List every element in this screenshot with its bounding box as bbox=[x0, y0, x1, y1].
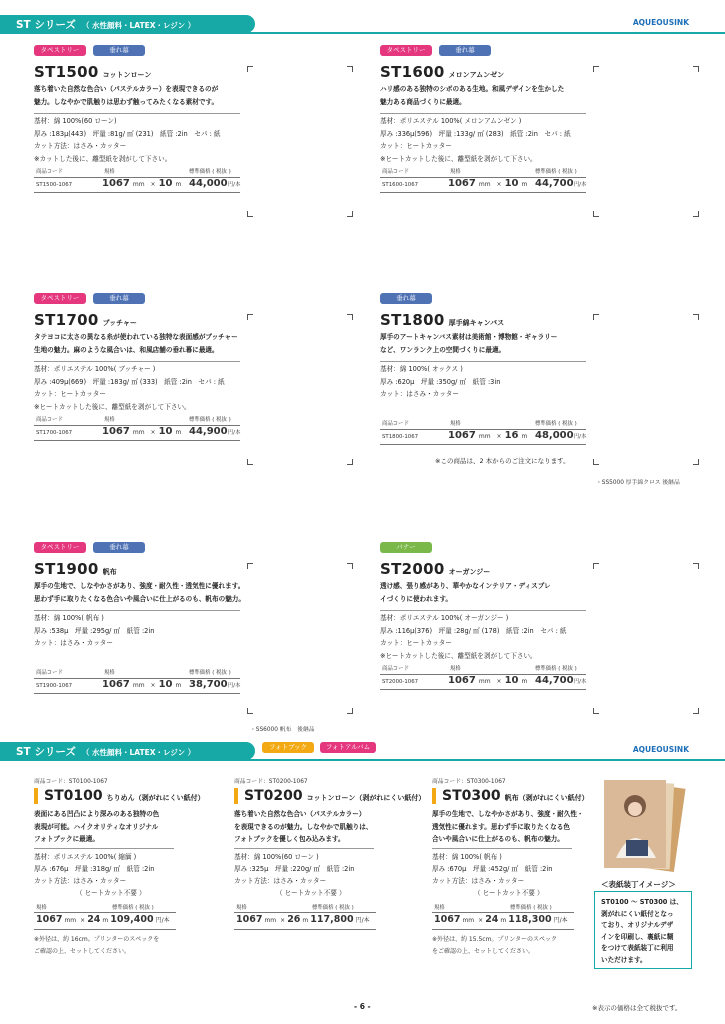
crop-mark bbox=[693, 211, 699, 217]
product-tag: タペストリー bbox=[380, 45, 432, 56]
product-code-name: ST1700 bbox=[34, 311, 99, 329]
table-line bbox=[34, 192, 240, 193]
spec-note bbox=[34, 934, 159, 958]
spec-line: 基材：ポリエステル 100%( メロンアムンゼン ) bbox=[380, 117, 522, 125]
product-code-name: ST0200 bbox=[244, 788, 303, 804]
product-code-name: ST0300 bbox=[442, 788, 501, 804]
product-code: ST1900-1067 bbox=[36, 683, 73, 689]
product-code-name: ST2000 bbox=[380, 560, 445, 578]
crop-mark bbox=[347, 459, 353, 465]
divider bbox=[34, 610, 240, 611]
unit-mm: mm bbox=[132, 181, 145, 188]
divider bbox=[380, 610, 586, 611]
product-ja-name: 厚手綿キャンバス bbox=[448, 319, 505, 327]
crop-mark bbox=[247, 563, 253, 569]
col-price: 標準価格 ( 税抜 ) bbox=[112, 905, 154, 911]
crop-mark bbox=[347, 211, 353, 217]
spec-line: 厚み :620μ 坪量 :350g/ ㎡ 紙管 :3in bbox=[380, 377, 501, 386]
product-code-name: ST1500 bbox=[34, 63, 99, 81]
product-tag: バナー bbox=[380, 542, 432, 553]
size-value bbox=[102, 679, 184, 690]
times: × bbox=[150, 429, 156, 436]
divider bbox=[34, 848, 174, 849]
product-code: ST1800-1067 bbox=[382, 434, 419, 440]
table-line bbox=[34, 912, 176, 913]
product-desc bbox=[34, 331, 249, 357]
product-code: ST1500-1067 bbox=[36, 182, 73, 188]
col-code: 商品コード bbox=[382, 421, 409, 427]
unit-mm: mm bbox=[264, 917, 277, 924]
unit-yen: 円/本 bbox=[227, 683, 241, 689]
unit-m: m bbox=[175, 682, 182, 689]
crop-mark bbox=[247, 211, 253, 217]
unit-mm: mm bbox=[478, 181, 491, 188]
spec-line: ※ヒートカットした後に、離型紙を剥がして下さい。 bbox=[380, 651, 537, 660]
times: × bbox=[478, 917, 484, 924]
price-table bbox=[380, 419, 586, 447]
unit-m: m bbox=[521, 181, 528, 188]
spec-line: 厚み :336μ(596) 坪量 :133g/ ㎡ (283) 紙管 :2in セパ : 紙 bbox=[380, 129, 571, 138]
width: 1067 bbox=[434, 914, 461, 925]
spec-note bbox=[432, 934, 557, 958]
spec-line: 基材：綿 100%( オックス ) bbox=[380, 365, 463, 373]
divider bbox=[432, 848, 572, 849]
spec-line: カット：ヒートカッター bbox=[380, 142, 452, 150]
desc-line: 厚手の生地で、しなやかさがあり、強度・耐久性・透気性に優れます。 bbox=[34, 582, 245, 590]
unit-yen: 円/本 bbox=[553, 917, 568, 924]
desc-line: 透け感、張り感があり、華やかなインテリア・ディスプレ bbox=[380, 582, 551, 590]
width: 1067 bbox=[102, 679, 130, 690]
spec-line: カット：はさみ・カッター bbox=[34, 639, 113, 647]
price-table bbox=[380, 664, 586, 692]
product-spec bbox=[34, 363, 225, 413]
desc-line: 合いや風合いに仕上がるのも、帆布の魅力。 bbox=[432, 835, 564, 843]
desc-line: イづくりに使われます。 bbox=[380, 595, 453, 603]
divider bbox=[380, 361, 586, 362]
product-ja-name: 帆布（剥がれにくい紙付） bbox=[504, 794, 589, 802]
desc-line: 落ち着いた自然な色合い（パステルカラー） bbox=[234, 810, 366, 818]
crop-mark bbox=[247, 314, 253, 320]
price: 44,700 bbox=[535, 178, 574, 189]
product-tag: タペストリー bbox=[34, 293, 86, 304]
ss6000-note: ・SS6000 帆布 後継品 bbox=[250, 727, 315, 733]
length: 16 bbox=[504, 430, 519, 441]
tag-photoalbum: フォトアルバム bbox=[320, 742, 376, 753]
unit-mm: mm bbox=[478, 433, 491, 440]
length: 10 bbox=[504, 178, 519, 189]
product-ja-name: メロンアムンゼン bbox=[448, 71, 505, 79]
col-size: 規格 bbox=[434, 905, 445, 911]
spec-line: カット方法：はさみ・カッター bbox=[432, 877, 525, 885]
crop-mark bbox=[593, 708, 599, 714]
product-code-name: ST1600 bbox=[380, 63, 445, 81]
desc-line: など、ワンランク上の空間づくりに最適。 bbox=[380, 346, 506, 354]
side-note-box: ST0100 ～ ST0300 は、 剥がれにくい紙付となっ ており、オリジナルデザ インを印刷し、裏紙に糊 をつけて表紙装丁に利用 いただけます。 bbox=[594, 891, 692, 969]
unit-yen: 円/本 bbox=[573, 182, 587, 188]
product-tag: 垂れ幕 bbox=[93, 45, 145, 56]
price: 117,800 bbox=[310, 914, 354, 925]
divider bbox=[234, 848, 374, 849]
unit-yen: 円/本 bbox=[227, 430, 241, 436]
unit-mm: mm bbox=[132, 429, 145, 436]
spec-line: 基材：綿 100%(60 ローン ) bbox=[234, 853, 319, 861]
crop-mark bbox=[347, 563, 353, 569]
series-title: ST シリーズ （ 水性顔料・LATEX・レジン ） bbox=[0, 15, 255, 33]
unit-yen: 円/本 bbox=[573, 434, 587, 440]
price-table bbox=[234, 903, 376, 931]
desc-line: フォトブックに最適。 bbox=[34, 835, 99, 843]
col-size: 規格 bbox=[104, 417, 115, 423]
side-title: ＜表紙装丁イメージ＞ bbox=[601, 880, 676, 889]
note-line: ※外径は、約 16cm。プリンターのスペックを bbox=[34, 936, 160, 943]
col-code: 商品コード bbox=[36, 417, 63, 423]
spec-line: ※カットした後に、離型紙を剥がして下さい。 bbox=[34, 154, 172, 163]
product-code-label: 商品コード：ST0100-1067 bbox=[34, 779, 108, 785]
product-desc bbox=[34, 83, 249, 109]
price-table bbox=[34, 668, 240, 696]
desc-line: を表現できるのが魅力。しなやかで肌触りは、 bbox=[234, 822, 373, 831]
length: 26 bbox=[287, 914, 301, 925]
spec-line: 基材：綿 100%( 帆布 ) bbox=[432, 853, 502, 861]
product-ja-name: 帆布 bbox=[102, 568, 117, 576]
product-spec bbox=[380, 115, 571, 165]
desc-line: 落ち着いた自然な色合い（パステルカラー）を表現できるのが bbox=[34, 85, 219, 93]
table-line bbox=[234, 912, 376, 913]
product-tag: タペストリー bbox=[34, 542, 86, 553]
series-header bbox=[0, 15, 725, 35]
unit-yen: 円/本 bbox=[573, 679, 587, 685]
desc-line: 思わず手に取りたくなる色合いや風合いに仕上がるのも、帆布の魅力。 bbox=[34, 595, 245, 603]
product-name bbox=[34, 63, 151, 81]
product-tag: 垂れ幕 bbox=[439, 45, 491, 56]
col-code: 商品コード bbox=[36, 169, 63, 175]
spec-line: 基材：ポリエステル 100%( 縮緬 ) bbox=[34, 853, 137, 861]
spec-line: 厚み :670μ 坪量 :452g/ ㎡ 紙管 :2in bbox=[432, 865, 553, 873]
price-table bbox=[34, 903, 176, 931]
col-price: 標準価格 ( 税抜 ) bbox=[535, 169, 577, 175]
product-desc bbox=[432, 808, 612, 846]
product-desc bbox=[34, 808, 214, 846]
spec-line: カット方法：はさみ・カッター bbox=[34, 142, 127, 150]
unit-m: m bbox=[521, 433, 528, 440]
spec-line: 基材：ポリエステル 100%( オーガンジー ) bbox=[380, 614, 509, 622]
size-price-value bbox=[36, 914, 172, 925]
col-size: 規格 bbox=[104, 169, 115, 175]
product-spec bbox=[234, 851, 354, 899]
length: 24 bbox=[87, 914, 101, 925]
crop-mark bbox=[247, 66, 253, 72]
product-tag: 垂れ幕 bbox=[93, 542, 145, 553]
price: 44,000 bbox=[189, 178, 228, 189]
ss5000-note: ・SS5000 厚手綿クロス 後継品 bbox=[596, 480, 680, 486]
crop-mark bbox=[347, 66, 353, 72]
times: × bbox=[496, 181, 502, 188]
price-table bbox=[34, 415, 240, 443]
col-size: 規格 bbox=[36, 905, 47, 911]
width: 1067 bbox=[36, 914, 63, 925]
spec-line: ※ヒートカットした後に、離型紙を剥がして下さい。 bbox=[34, 402, 191, 411]
product-code: ST2000-1067 bbox=[382, 679, 419, 685]
spec-line: （ ヒートカット不要 ） bbox=[474, 889, 544, 897]
length: 10 bbox=[158, 426, 173, 437]
table-line bbox=[34, 929, 176, 930]
product-code-name: ST0100 bbox=[44, 788, 103, 804]
width: 1067 bbox=[102, 178, 130, 189]
product-desc bbox=[380, 580, 595, 606]
product-code-name: ST1800 bbox=[380, 311, 445, 329]
crop-mark bbox=[693, 708, 699, 714]
desc-line: ハリ感のある独特のシボのある生地。和風デザインを生かした bbox=[380, 85, 565, 93]
unit-m: m bbox=[302, 917, 309, 924]
table-line bbox=[432, 912, 574, 913]
spec-line: （ ヒートカット不要 ） bbox=[276, 889, 346, 897]
desc-line: 生地の魅力。麻のような風合いは、和風店舗の垂れ幕に最適。 bbox=[34, 346, 219, 354]
order-note: ※この商品は、2 本からのご注文になります。 bbox=[435, 457, 570, 465]
col-price: 標準価格 ( 税抜 ) bbox=[535, 421, 577, 427]
unit-m: m bbox=[175, 181, 182, 188]
col-code: 商品コード bbox=[382, 666, 409, 672]
crop-mark bbox=[693, 314, 699, 320]
price-value bbox=[535, 430, 586, 441]
length: 10 bbox=[158, 178, 173, 189]
product-ja-name: コットンローン（剥がれにくい紙付） bbox=[306, 794, 426, 802]
crop-mark bbox=[247, 459, 253, 465]
tax-note: ※表示の価格は全て税抜です。 bbox=[592, 1004, 682, 1012]
size-value bbox=[102, 178, 184, 189]
spec-line: カット：ヒートカッター bbox=[380, 639, 452, 647]
price-value bbox=[189, 679, 240, 690]
width: 1067 bbox=[102, 426, 130, 437]
price-table bbox=[432, 903, 574, 931]
table-line bbox=[34, 693, 240, 694]
price: 109,400 bbox=[110, 914, 154, 925]
product-spec bbox=[380, 363, 500, 401]
spec-line: カット：はさみ・カッター bbox=[380, 390, 459, 398]
col-price: 標準価格 ( 税抜 ) bbox=[189, 670, 231, 676]
price: 44,700 bbox=[535, 675, 574, 686]
brand-label: AQUEOUSINK bbox=[632, 18, 689, 27]
spec-line: カット：ヒートカッター bbox=[34, 390, 106, 398]
page-number: - 6 - bbox=[354, 1002, 371, 1011]
unit-mm: mm bbox=[462, 917, 475, 924]
times: × bbox=[280, 917, 286, 924]
product-name bbox=[34, 311, 137, 329]
crop-mark bbox=[593, 563, 599, 569]
spec-line: 基材：綿 100%(60 ローン) bbox=[34, 117, 117, 125]
spec-line: ※ヒートカットした後に、離型紙を剥がして下さい。 bbox=[380, 154, 537, 163]
crop-mark bbox=[593, 459, 599, 465]
col-price: 標準価格 ( 税抜 ) bbox=[510, 905, 552, 911]
unit-m: m bbox=[102, 917, 109, 924]
price-value bbox=[189, 178, 240, 189]
size-value bbox=[448, 430, 530, 441]
width: 1067 bbox=[448, 675, 476, 686]
price-value bbox=[535, 178, 586, 189]
times: × bbox=[150, 682, 156, 689]
price: 44,900 bbox=[189, 426, 228, 437]
desc-line: 厚手のアートキャンバス素材は美術館・博物館・ギャラリー bbox=[380, 333, 558, 341]
table-line bbox=[380, 192, 586, 193]
product-name bbox=[380, 311, 504, 329]
unit-yen: 円/本 bbox=[355, 917, 370, 924]
product-code: ST1600-1067 bbox=[382, 182, 419, 188]
crop-mark bbox=[593, 314, 599, 320]
unit-m: m bbox=[500, 917, 507, 924]
crop-mark bbox=[347, 708, 353, 714]
price: 118,300 bbox=[508, 914, 552, 925]
product-tag: タペストリー bbox=[34, 45, 86, 56]
times: × bbox=[496, 433, 502, 440]
col-code: 商品コード bbox=[36, 670, 63, 676]
spec-line: カット方法：はさみ・カッター bbox=[34, 877, 127, 885]
tag-photobook: フォトブック bbox=[262, 742, 314, 753]
crop-mark bbox=[347, 314, 353, 320]
table-line bbox=[380, 444, 586, 445]
product-code: ST1700-1067 bbox=[36, 430, 73, 436]
desc-line: 魅力ある商品づくりに最適。 bbox=[380, 98, 466, 106]
product-name bbox=[234, 788, 425, 804]
col-price: 標準価格 ( 税抜 ) bbox=[535, 666, 577, 672]
col-size: 規格 bbox=[450, 666, 461, 672]
size-value bbox=[102, 426, 184, 437]
product-code-label: 商品コード：ST0300-1067 bbox=[432, 779, 506, 785]
price-table bbox=[34, 167, 240, 195]
length: 10 bbox=[504, 675, 519, 686]
product-desc bbox=[380, 331, 595, 357]
spec-line: 厚み :325μ 坪量 :220g/ ㎡ 紙管 :2in bbox=[234, 865, 355, 873]
product-desc bbox=[234, 808, 414, 846]
product-spec bbox=[432, 851, 552, 899]
price: 38,700 bbox=[189, 679, 228, 690]
width: 1067 bbox=[448, 430, 476, 441]
product-spec bbox=[34, 851, 154, 899]
unit-mm: mm bbox=[478, 678, 491, 685]
product-tag: 垂れ幕 bbox=[93, 293, 145, 304]
col-size: 規格 bbox=[450, 169, 461, 175]
divider bbox=[380, 113, 586, 114]
product-ja-name: オーガンジー bbox=[448, 568, 491, 576]
width: 1067 bbox=[236, 914, 263, 925]
unit-m: m bbox=[521, 678, 528, 685]
note-line: ※外径は、約 15.5cm。プリンターのスペック bbox=[432, 936, 557, 943]
size-value bbox=[448, 178, 530, 189]
size-price-value bbox=[434, 914, 570, 925]
crop-mark bbox=[693, 563, 699, 569]
spec-line: 厚み :676μ 坪量 :318g/ ㎡ 紙管 :2in bbox=[34, 865, 155, 873]
col-code: 商品コード bbox=[382, 169, 409, 175]
series-title-2: ST シリーズ （ 水性顔料・LATEX・レジン ） bbox=[0, 742, 255, 760]
desc-line: フォトブックを優しく包み込みます。 bbox=[234, 835, 345, 843]
product-name bbox=[380, 560, 490, 578]
table-line bbox=[432, 929, 574, 930]
product-code-name: ST1900 bbox=[34, 560, 99, 578]
times: × bbox=[150, 181, 156, 188]
unit-yen: 円/本 bbox=[227, 182, 241, 188]
price: 48,000 bbox=[535, 430, 574, 441]
spec-line: 厚み :116μ(376) 坪量 :28g/ ㎡ (178) 紙管 :2in セパ : 紙 bbox=[380, 626, 567, 635]
size-price-value bbox=[236, 914, 372, 925]
unit-mm: mm bbox=[132, 682, 145, 689]
unit-mm: mm bbox=[64, 917, 77, 924]
col-size: 規格 bbox=[104, 670, 115, 676]
desc-line: 厚手の生地で、しなやかさがあり、強度・耐久性・ bbox=[432, 810, 584, 818]
crop-mark bbox=[693, 459, 699, 465]
note-line: をご確認の上、セットしてください。 bbox=[432, 948, 535, 955]
table-line bbox=[234, 929, 376, 930]
desc-line: 透気性に優れます。思わず手に取りたくなる色 bbox=[432, 822, 570, 831]
length: 24 bbox=[485, 914, 499, 925]
product-name bbox=[34, 560, 117, 578]
col-price: 標準価格 ( 税抜 ) bbox=[189, 417, 231, 423]
times: × bbox=[496, 678, 502, 685]
divider bbox=[34, 113, 240, 114]
product-spec bbox=[380, 612, 567, 662]
product-ja-name: ちりめん（剥がれにくい紙付） bbox=[106, 794, 205, 802]
times: × bbox=[80, 917, 86, 924]
desc-line: 表現が可能。ハイクオリティなオリジナル bbox=[34, 822, 159, 831]
product-name bbox=[380, 63, 504, 81]
note-line: ご確認の上、セットしてください。 bbox=[34, 948, 131, 955]
desc-line: 魅力。しなやかで肌触りは思わず触ってみたくなる素材です。 bbox=[34, 98, 219, 106]
table-line bbox=[380, 689, 586, 690]
product-tag: 垂れ幕 bbox=[380, 293, 432, 304]
divider bbox=[34, 361, 240, 362]
unit-m: m bbox=[175, 429, 182, 436]
price-table bbox=[380, 167, 586, 195]
desc-line: 表面にある凹凸により深みのある独特の色 bbox=[34, 810, 160, 818]
desc-line: タテヨコに太さの異なる糸が使われている独特な表面感がブッチャー bbox=[34, 333, 238, 341]
spec-line: 基材：ポリエステル 100%( ブッチャー ) bbox=[34, 365, 156, 373]
unit-yen: 円/本 bbox=[155, 917, 170, 924]
cover-image bbox=[598, 778, 688, 874]
product-desc bbox=[34, 580, 249, 606]
crop-mark bbox=[247, 708, 253, 714]
spec-line: 厚み :538μ 坪量 :295g/ ㎡ 紙管 :2in bbox=[34, 626, 155, 635]
crop-mark bbox=[593, 211, 599, 217]
spec-line: カット方法：はさみ・カッター bbox=[234, 877, 327, 885]
product-desc bbox=[380, 83, 595, 109]
product-spec bbox=[34, 115, 221, 165]
spec-line: 基材：綿 100%( 帆布 ) bbox=[34, 614, 104, 622]
col-size: 規格 bbox=[450, 421, 461, 427]
col-price: 標準価格 ( 税抜 ) bbox=[189, 169, 231, 175]
product-name bbox=[432, 788, 589, 804]
width: 1067 bbox=[448, 178, 476, 189]
spec-line: 厚み :409μ(669) 坪量 :183g/ ㎡ (333) 紙管 :2in セパ : 紙 bbox=[34, 377, 225, 386]
table-line bbox=[34, 440, 240, 441]
product-code-label: 商品コード：ST0200-1067 bbox=[234, 779, 308, 785]
crop-mark bbox=[693, 66, 699, 72]
product-name bbox=[34, 788, 205, 804]
product-spec bbox=[34, 612, 154, 650]
product-ja-name: ブッチャー bbox=[102, 319, 137, 327]
product-ja-name: コットンローン bbox=[102, 71, 152, 79]
col-size: 規格 bbox=[236, 905, 247, 911]
price-value bbox=[535, 675, 586, 686]
crop-mark bbox=[593, 66, 599, 72]
brand-label-2: AQUEOUSINK bbox=[632, 745, 689, 754]
size-value bbox=[448, 675, 530, 686]
price-value bbox=[189, 426, 240, 437]
col-price: 標準価格 ( 税抜 ) bbox=[312, 905, 354, 911]
spec-line: （ ヒートカット不要 ） bbox=[76, 889, 146, 897]
spec-line: 厚み :183μ(443) 坪量 :81g/ ㎡ (231) 紙管 :2in セパ : 紙 bbox=[34, 129, 221, 138]
length: 10 bbox=[158, 679, 173, 690]
